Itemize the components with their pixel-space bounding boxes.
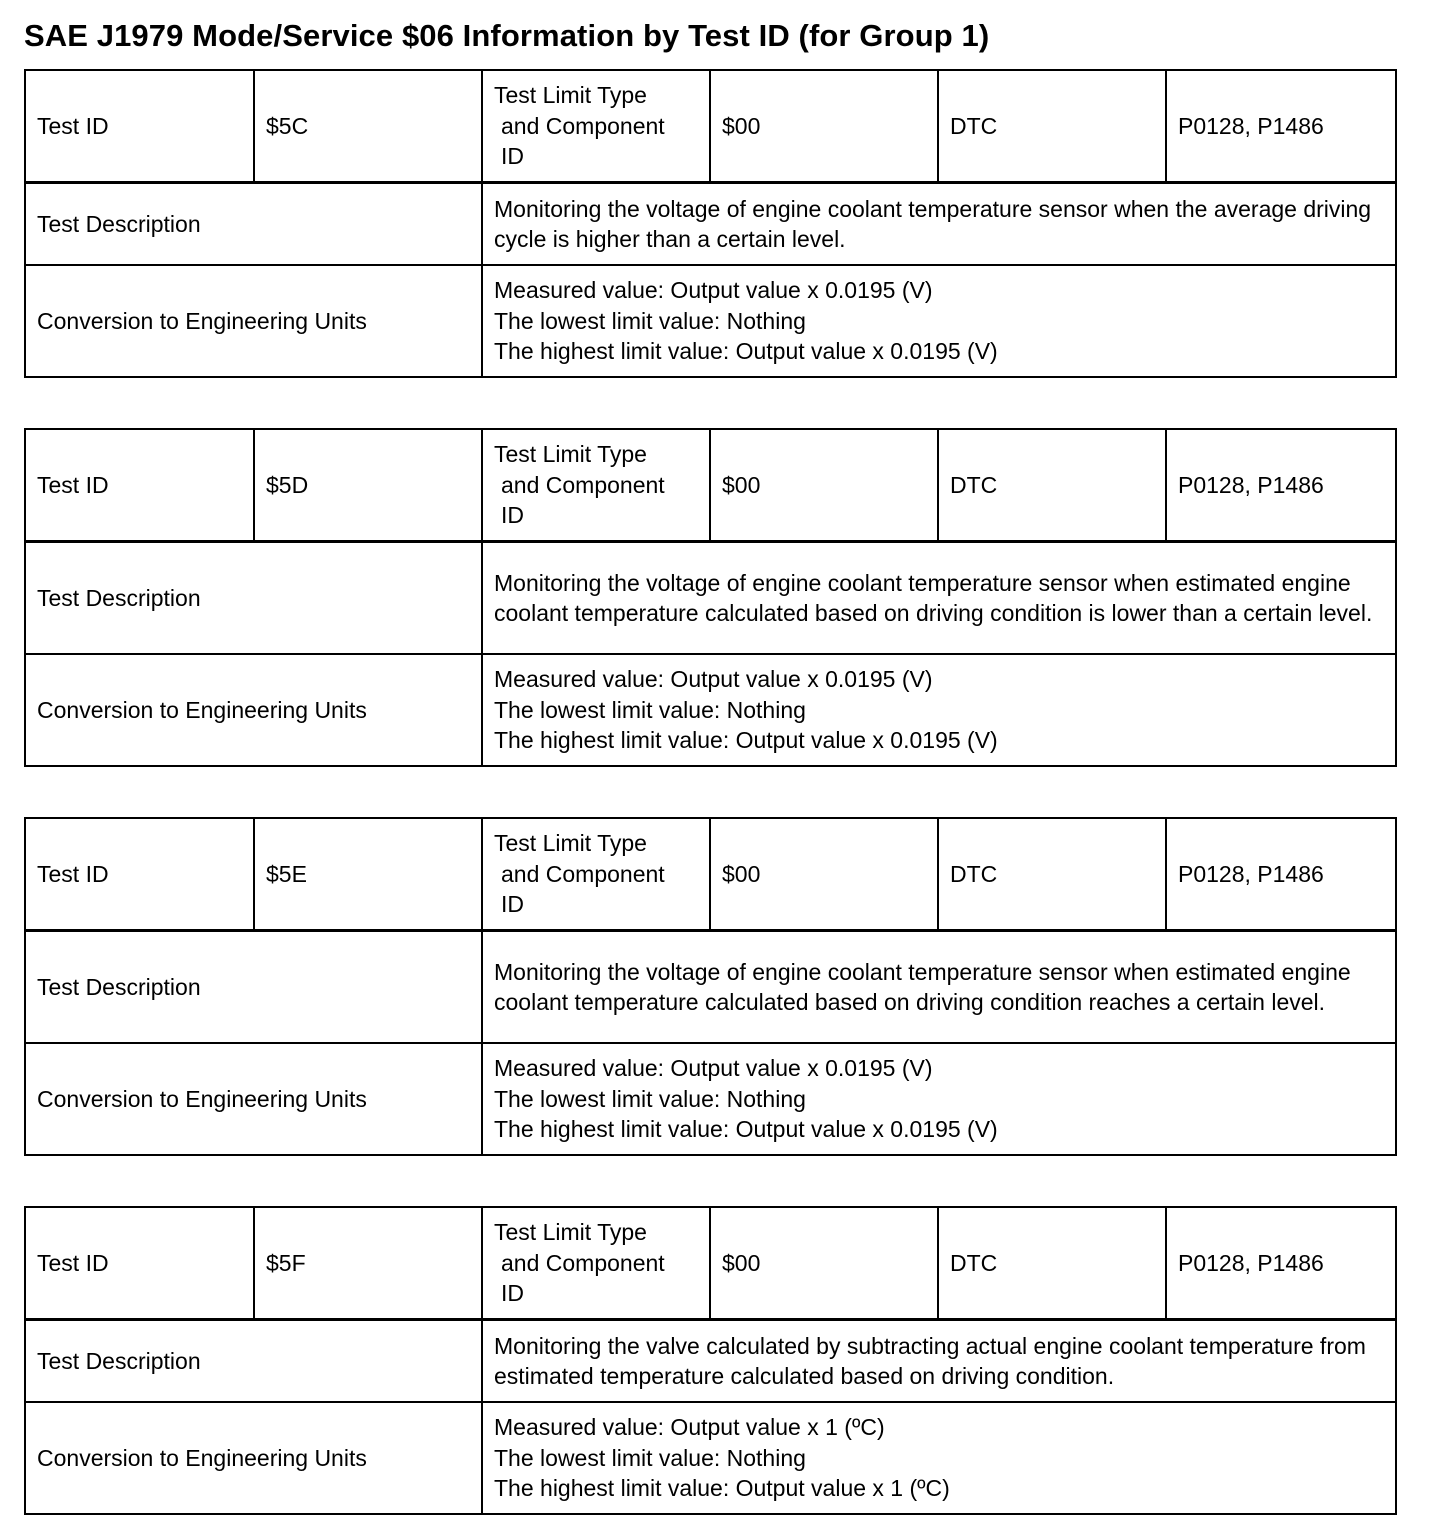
test-table-5e	[24, 817, 1397, 1156]
dtc-label: DTC	[938, 429, 1166, 542]
test-description-label: Test Description	[25, 183, 482, 266]
test-id-label: Test ID	[25, 1207, 254, 1320]
limit-type-value: $00	[710, 70, 938, 183]
test-description-row	[25, 1320, 1396, 1403]
limit-type-label-line: and Component	[501, 112, 665, 139]
limit-type-label	[482, 429, 710, 542]
page-title: SAE J1979 Mode/Service $06 Information by Test ID (for Group 1)	[24, 18, 990, 53]
test-description-row	[25, 542, 1396, 655]
highest-limit-line: The highest limit value: Output value x 0.0195 (V)	[494, 338, 998, 365]
measured-value-line: Measured value: Output value x 0.0195 (V)	[494, 666, 933, 693]
conversion-label: Conversion to Engineering Units	[25, 265, 482, 377]
conversion-row	[25, 265, 1396, 377]
limit-type-label	[482, 818, 710, 931]
lowest-limit-line: The lowest limit value: Nothing	[494, 1085, 806, 1112]
test-description-row	[25, 931, 1396, 1044]
test-description-label: Test Description	[25, 542, 482, 655]
test-description-value: Monitoring the valve calculated by subtracting actual engine coolant temperature from estimated temperature calculated based on driving condition.	[482, 1320, 1396, 1403]
highest-limit-line: The highest limit value: Output value x 0.0195 (V)	[494, 1116, 998, 1143]
measured-value-line: Measured value: Output value x 1 (ºC)	[494, 1414, 885, 1441]
test-table-5f	[24, 1206, 1397, 1515]
conversion-value	[482, 654, 1396, 766]
test-description-label: Test Description	[25, 931, 482, 1044]
dtc-label: DTC	[938, 70, 1166, 183]
limit-type-label-line: and Component	[501, 860, 665, 887]
dtc-codes: P0128, P1486	[1166, 429, 1396, 542]
limit-type-label-line: Test Limit Type	[494, 441, 647, 468]
test-description-value: Monitoring the voltage of engine coolant temperature sensor when the average driving cycle is higher than a certain level.	[482, 183, 1396, 266]
limit-type-label-line: ID	[501, 1280, 524, 1307]
conversion-label: Conversion to Engineering Units	[25, 1043, 482, 1155]
test-description-value: Monitoring the voltage of engine coolant temperature sensor when estimated engine coolant temperature calculated based on driving condition reaches a certain level.	[482, 931, 1396, 1044]
conversion-value	[482, 1043, 1396, 1155]
test-id-row	[25, 1207, 1396, 1320]
limit-type-label	[482, 1207, 710, 1320]
limit-type-label-line: and Component	[501, 471, 665, 498]
dtc-codes: P0128, P1486	[1166, 818, 1396, 931]
lowest-limit-line: The lowest limit value: Nothing	[494, 696, 806, 723]
test-id-value: $5C	[254, 70, 482, 183]
highest-limit-line: The highest limit value: Output value x 0.0195 (V)	[494, 727, 998, 754]
limit-type-label-line: Test Limit Type	[494, 830, 647, 857]
conversion-row	[25, 654, 1396, 766]
test-id-value: $5F	[254, 1207, 482, 1320]
limit-type-label	[482, 70, 710, 183]
conversion-label: Conversion to Engineering Units	[25, 1402, 482, 1514]
conversion-label: Conversion to Engineering Units	[25, 654, 482, 766]
limit-type-label-line: ID	[501, 502, 524, 529]
test-id-row	[25, 429, 1396, 542]
test-id-row	[25, 70, 1396, 183]
test-id-value: $5D	[254, 429, 482, 542]
limit-type-label-line: Test Limit Type	[494, 82, 647, 109]
conversion-value	[482, 265, 1396, 377]
limit-type-label-line: ID	[501, 143, 524, 170]
dtc-label: DTC	[938, 1207, 1166, 1320]
limit-type-label-line: and Component	[501, 1249, 665, 1276]
dtc-label: DTC	[938, 818, 1166, 931]
test-id-label: Test ID	[25, 70, 254, 183]
limit-type-value: $00	[710, 429, 938, 542]
test-table-5d	[24, 428, 1397, 767]
limit-type-label-line: ID	[501, 891, 524, 918]
limit-type-label-line: Test Limit Type	[494, 1219, 647, 1246]
dtc-codes: P0128, P1486	[1166, 1207, 1396, 1320]
conversion-row	[25, 1043, 1396, 1155]
test-description-row	[25, 183, 1396, 266]
limit-type-value: $00	[710, 1207, 938, 1320]
dtc-codes: P0128, P1486	[1166, 70, 1396, 183]
measured-value-line: Measured value: Output value x 0.0195 (V)	[494, 277, 933, 304]
measured-value-line: Measured value: Output value x 0.0195 (V)	[494, 1055, 933, 1082]
test-id-value: $5E	[254, 818, 482, 931]
conversion-row	[25, 1402, 1396, 1514]
test-description-value: Monitoring the voltage of engine coolant temperature sensor when estimated engine coolant temperature calculated based on driving condition is lower than a certain level.	[482, 542, 1396, 655]
conversion-value	[482, 1402, 1396, 1514]
lowest-limit-line: The lowest limit value: Nothing	[494, 1444, 806, 1471]
test-id-label: Test ID	[25, 818, 254, 931]
test-id-label: Test ID	[25, 429, 254, 542]
lowest-limit-line: The lowest limit value: Nothing	[494, 307, 806, 334]
test-id-row	[25, 818, 1396, 931]
test-table-5c	[24, 69, 1397, 378]
test-description-label: Test Description	[25, 1320, 482, 1403]
limit-type-value: $00	[710, 818, 938, 931]
highest-limit-line: The highest limit value: Output value x 1 (ºC)	[494, 1475, 950, 1502]
